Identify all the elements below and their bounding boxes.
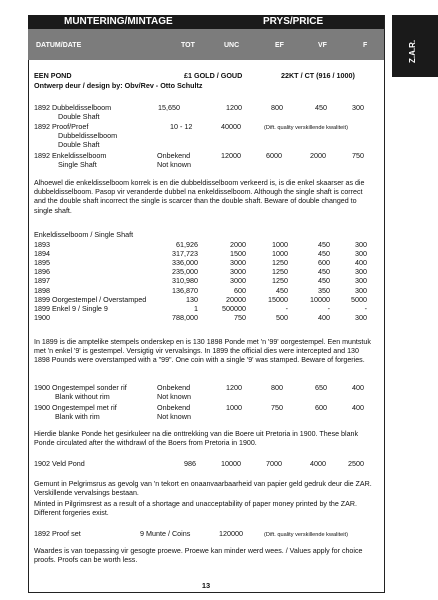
row-tot: 986	[184, 459, 196, 468]
row-year: 1897	[34, 276, 50, 286]
coin-name: EEN POND	[34, 71, 72, 80]
row-f: 300	[355, 240, 367, 249]
row-vf: 650	[315, 383, 327, 392]
col-unc: UNC	[224, 42, 240, 49]
row-vf: 350	[318, 285, 330, 295]
row-ef: 450	[276, 285, 288, 295]
row-label: 1900 Ongestempel met rif	[34, 403, 117, 412]
row-year: 1894	[34, 249, 50, 259]
header-bar	[28, 15, 384, 29]
col-ef: EF	[275, 42, 284, 49]
row-vf: 4000	[310, 459, 326, 468]
row-vf: 400	[318, 312, 330, 322]
row-note: (Dift. quality verskillende kwaliteit)	[264, 125, 348, 131]
row-tot: 1	[194, 303, 198, 313]
row-f: -	[364, 303, 367, 313]
row-f: 400	[355, 258, 367, 268]
row-f: 400	[352, 403, 364, 412]
coin-purity: 22KT / CT (916 / 1000)	[281, 71, 355, 80]
row-f: 750	[352, 151, 364, 160]
row-sublabel: Blank without rim	[55, 392, 110, 401]
row-tot: 130	[186, 294, 198, 304]
row-label: 1900 Ongestempel sonder rif	[34, 383, 127, 392]
col-date: DATUM/DATE	[36, 42, 82, 49]
row-f: 300	[355, 249, 367, 259]
row-f: 300	[352, 103, 364, 112]
row-ef: 1250	[272, 258, 288, 268]
row-ef: 750	[271, 403, 283, 412]
note-paragraph: Hierdie blanke Ponde het gesirkuleer na die onttrekking van die Boere uit Pretoria in 1900. These blank Ponde circulated after the withdrawl of the Boers from Pretoria in 1900.	[34, 430, 359, 448]
row-tot: Onbekend	[157, 151, 191, 160]
mintage-header: MUNTERING/MINTAGE	[64, 16, 173, 27]
row-sublabel: Dubbeldisselboom	[58, 131, 118, 140]
column-header-bar	[28, 29, 384, 60]
row-year: 1896	[34, 267, 50, 277]
note-paragraph: Alhoewel die enkeldisselboom korrek is en die dubbeldisselboom verkeerd is, is die enkel skaarser as die dubbeldisselboom. Pasop vir veranderde dubbel na enkeldisselboom. Although the single shaft is correct and the double shaft incorrect the single is scarcer than the double shaft. Beware of double changed to single shaft.	[34, 179, 365, 215]
note-paragraph: Gemunt in Pelgrimsrus as gevolg van 'n tekort en onaanvaarbaarheid van papier geld gedruk deur die ZAR. Verskillende vervalsings bestaan.	[34, 480, 372, 498]
row-unc: 20000	[226, 294, 246, 304]
row-unc: 500000	[222, 303, 246, 313]
price-header: PRYS/PRICE	[263, 16, 324, 27]
row-tot: 788,000	[172, 312, 198, 322]
row-unc: 12000	[221, 151, 241, 160]
row-vf: 450	[318, 249, 330, 259]
row-f: 5000	[351, 294, 367, 304]
row-f: 300	[355, 285, 367, 295]
row-tot-alt: Not known	[157, 412, 191, 421]
row-vf: 10000	[310, 294, 330, 304]
row-vf: 450	[318, 267, 330, 277]
row-ef: 15000	[268, 294, 288, 304]
country-tab-label: Z.A.R.	[408, 39, 417, 63]
coin-gold: £1 GOLD / GOUD	[184, 71, 243, 80]
row-tot: 317,723	[172, 249, 198, 259]
row-label: 1892 Proof set	[34, 529, 81, 538]
row-f: 2500	[348, 459, 364, 468]
row-ef: 500	[276, 312, 288, 322]
row-tot: 15,650	[158, 103, 180, 112]
row-tot: 235,000	[172, 267, 198, 277]
row-year: 1898	[34, 285, 50, 295]
row-tot-alt: Not known	[157, 160, 191, 169]
row-f: 300	[355, 276, 367, 286]
coin-designer: Ontwerp deur / design by: Obv/Rev - Otto Schultz	[34, 81, 203, 90]
row-tot: 136,870	[172, 285, 198, 295]
country-tab	[392, 15, 438, 77]
col-f: F	[363, 42, 368, 49]
row-ef: 1250	[272, 267, 288, 277]
row-unc: 120000	[219, 529, 243, 538]
group-title: Enkeldisselboom / Single Shaft	[34, 230, 134, 239]
row-vf: 600	[318, 258, 330, 268]
row-year: 1895	[34, 258, 50, 268]
row-ef: 800	[271, 103, 283, 112]
row-unc: 3000	[230, 276, 246, 286]
row-unc: 40000	[221, 122, 241, 131]
row-unc: 3000	[230, 267, 246, 277]
row-vf: 2000	[310, 151, 326, 160]
row-tot: Onbekend	[157, 403, 191, 412]
row-unc: 10000	[221, 459, 241, 468]
row-tot: 10 - 12	[170, 122, 193, 131]
row-vf: 600	[315, 403, 327, 412]
col-vf: VF	[318, 42, 327, 49]
row-ef: 800	[271, 383, 283, 392]
row-vf: -	[327, 303, 330, 313]
row-sublabel: Single Shaft	[58, 160, 97, 169]
row-unc: 1200	[226, 103, 242, 112]
row-ef: 6000	[266, 151, 282, 160]
row-note: (Dift. quality verskillende kwaliteit)	[264, 532, 348, 538]
note-paragraph: In 1899 is die amptelike stempels onderskep en is 130 1898 Ponde met 'n '99' oorgestempel. Een muntstuk met 'n enkel '9' is gestempel. Versigtig vir vervalsings. In 1899 the official dies were intercepted and 130 1898 Pounds were overstamped with a "99". One coin with a single '9' was stamped. Beware of forgeries.	[34, 338, 371, 365]
row-tot: 336,000	[172, 258, 198, 268]
row-tot: 61,926	[176, 240, 198, 249]
row-label: 1892 Dubbeldisselboom	[34, 103, 112, 112]
note-paragraph: Minted in Pilgrimsrest as a result of a shortage and unacceptability of paper money printed by the ZAR. Different forgeries exist.	[34, 500, 357, 518]
row-f: 300	[355, 312, 367, 322]
row-year: 1900	[34, 312, 50, 322]
row-label: 1892 Enkeldisselboom	[34, 151, 107, 160]
row-unc: 1500	[230, 249, 246, 259]
row-tot: 310,980	[172, 276, 198, 286]
row-vf: 450	[318, 276, 330, 286]
row-f: 400	[352, 383, 364, 392]
row-sublabel: Double Shaft	[58, 112, 100, 121]
page-number: 13	[201, 581, 211, 590]
row-unc: 600	[234, 285, 246, 295]
row-ef: 1000	[272, 240, 288, 249]
row-label: 1892 Proof/Proef	[34, 122, 89, 131]
row-unc: 750	[234, 312, 246, 322]
row-vf: 450	[318, 240, 330, 249]
row-label: 1902 Veld Pond	[34, 459, 85, 468]
row-tot: 9 Munte / Coins	[140, 529, 191, 538]
row-vf: 450	[315, 103, 327, 112]
note-paragraph: Waardes is van toepassing vir gesogte proewe. Proewe kan minder werd wees. / Values apply for choice proofs. Proofs can be worth less.	[34, 547, 363, 565]
row-sublabel: Blank with rim	[55, 412, 100, 421]
row-unc: 2000	[230, 240, 246, 249]
row-unc: 1200	[226, 383, 242, 392]
row-year: 1893	[34, 240, 50, 249]
row-unc: 3000	[230, 258, 246, 268]
row-unc: 1000	[226, 403, 242, 412]
row-f: 300	[355, 267, 367, 277]
row-ef: 1250	[272, 276, 288, 286]
col-tot: TOT	[181, 42, 195, 49]
row-ef: 1000	[272, 249, 288, 259]
row-year: 1899 Enkel 9 / Single 9	[34, 303, 108, 313]
row-ef: 7000	[266, 459, 282, 468]
row-tot: Onbekend	[157, 383, 191, 392]
row-year: 1899 Oorgestempel / Overstamped	[34, 294, 147, 304]
row-tot-alt: Not known	[157, 392, 191, 401]
row-sublabel: Double Shaft	[58, 140, 100, 149]
row-ef: -	[285, 303, 288, 313]
